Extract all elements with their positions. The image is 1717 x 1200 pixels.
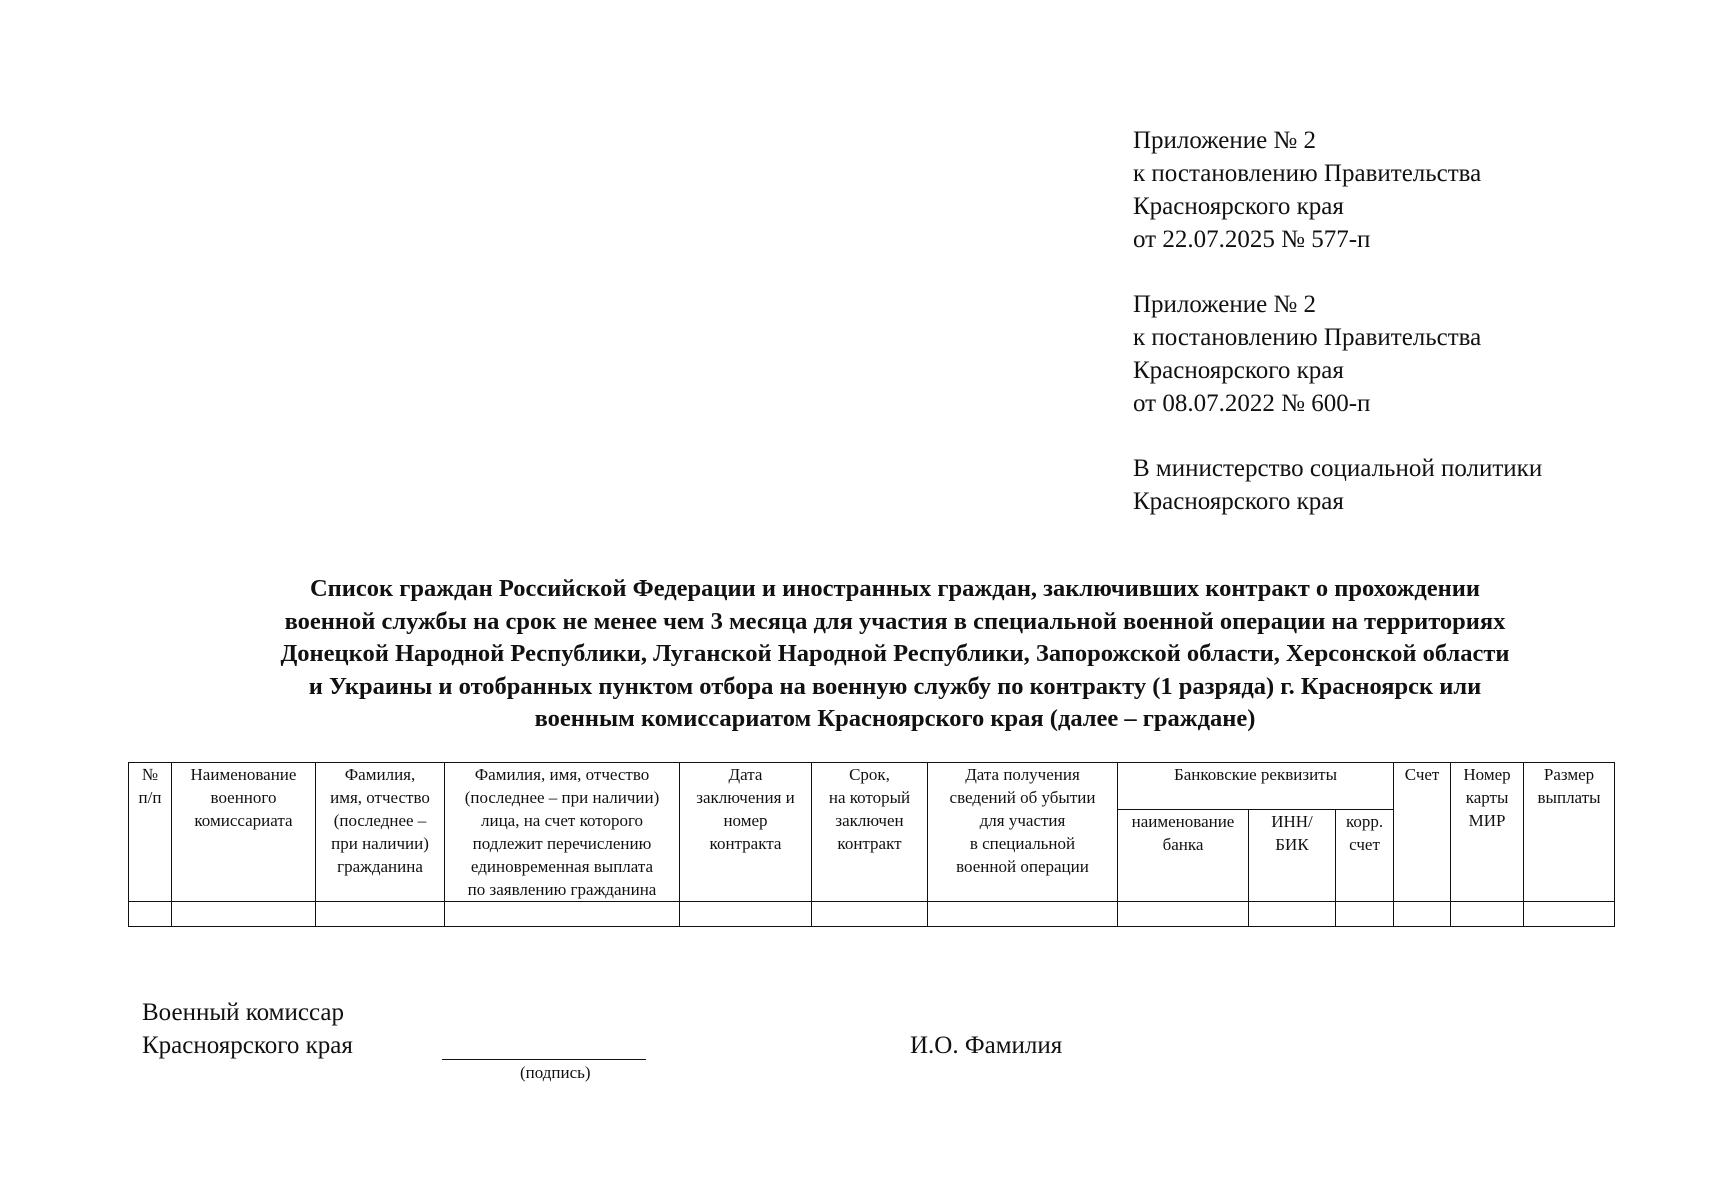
col-header-info-date: Дата получения сведений об убытии для участия в специальной военной операции <box>928 763 1118 902</box>
table-header-row-1 <box>129 763 1615 810</box>
annex-number: Приложение № 2 <box>1133 127 1317 154</box>
annex-resolution-ref: к постановлению Правительства <box>1133 160 1482 187</box>
recipient-block <box>1133 452 1542 518</box>
table-cell <box>1451 902 1524 927</box>
col-header-corr-account: корр. счет <box>1336 809 1394 901</box>
col-header-bank-group: Банковские реквизиты <box>1118 763 1394 810</box>
annex-date-number: от 22.07.2025 № 577-п <box>1133 226 1371 253</box>
annex-resolution-ref: к постановлению Правительства <box>1133 324 1482 351</box>
col-header-term: Срок, на который заключен контракт <box>812 763 928 902</box>
recipient-ministry: В министерство социальной политики <box>1133 455 1543 482</box>
col-header-recipient-name: Фамилия, имя, отчество (последнее – при наличии) лица, на счет которого подлежит перечислению единовременная выплата по заявлению гражданина <box>445 763 680 902</box>
annex-block-current <box>1133 124 1481 256</box>
col-header-bank-name: наименование банка <box>1118 809 1249 901</box>
annex-region: Красноярского края <box>1133 193 1344 220</box>
annex-date-number: от 08.07.2022 № 600-п <box>1133 390 1371 417</box>
table-cell <box>445 902 680 927</box>
col-header-account: Счет <box>1394 763 1451 902</box>
col-header-payment: Размер выплаты <box>1524 763 1615 902</box>
signatory-title: Военный комиссар <box>142 999 344 1026</box>
col-header-inn-bik: ИНН/ БИК <box>1249 809 1336 901</box>
col-header-citizen-name: Фамилия, имя, отчество (последнее – при наличии) гражданина <box>316 763 445 902</box>
table-cell <box>316 902 445 927</box>
table-cell <box>1249 902 1336 927</box>
title-line-4: и Украины и отобранных пунктом отбора на военную службу по контракту (1 разряда) г. Красноярск или <box>308 672 1482 700</box>
signature-caption: (подпись) <box>520 1063 591 1082</box>
table-cell <box>928 902 1118 927</box>
table-row <box>129 902 1615 927</box>
title-line-3: Донецкой Народной Республики, Луганской Народной Республики, Запорожской области, Херсонской области <box>280 640 1510 667</box>
table-cell <box>680 902 812 927</box>
col-header-contract-date: Дата заключения и номер контракта <box>680 763 812 902</box>
annex-number: Приложение № 2 <box>1133 291 1317 318</box>
title-line-1: Список граждан Российской Федерации и иностранных граждан, заключивших контракт о прохождении <box>309 575 1481 602</box>
signature-line <box>442 1059 646 1060</box>
col-header-commissariat: Наименование военного комиссариата <box>172 763 316 902</box>
recipient-region: Красноярского края <box>1133 488 1344 515</box>
title-line-5: военным комиссариатом Красноярского края (далее – граждане) <box>534 705 1256 732</box>
table-cell <box>1524 902 1615 927</box>
table-cell <box>129 902 172 927</box>
col-header-num: № п/п <box>129 763 172 902</box>
table-cell <box>1336 902 1394 927</box>
table-cell <box>1118 902 1249 927</box>
document-title <box>150 573 1640 736</box>
title-line-2: военной службы на срок не менее чем 3 месяца для участия в специальной военной операции на территориях <box>284 607 1506 635</box>
table-cell <box>812 902 928 927</box>
signatory-position <box>142 996 353 1062</box>
table-cell <box>1394 902 1451 927</box>
signatory-region: Красноярского края <box>142 1032 353 1059</box>
annex-region: Красноярского края <box>1133 357 1344 384</box>
table-cell <box>172 902 316 927</box>
citizens-table <box>128 762 1615 927</box>
signatory-name: И.О. Фамилия <box>910 1032 1063 1059</box>
col-header-mir-card: Номер карты МИР <box>1451 763 1524 902</box>
annex-block-original <box>1133 288 1481 420</box>
